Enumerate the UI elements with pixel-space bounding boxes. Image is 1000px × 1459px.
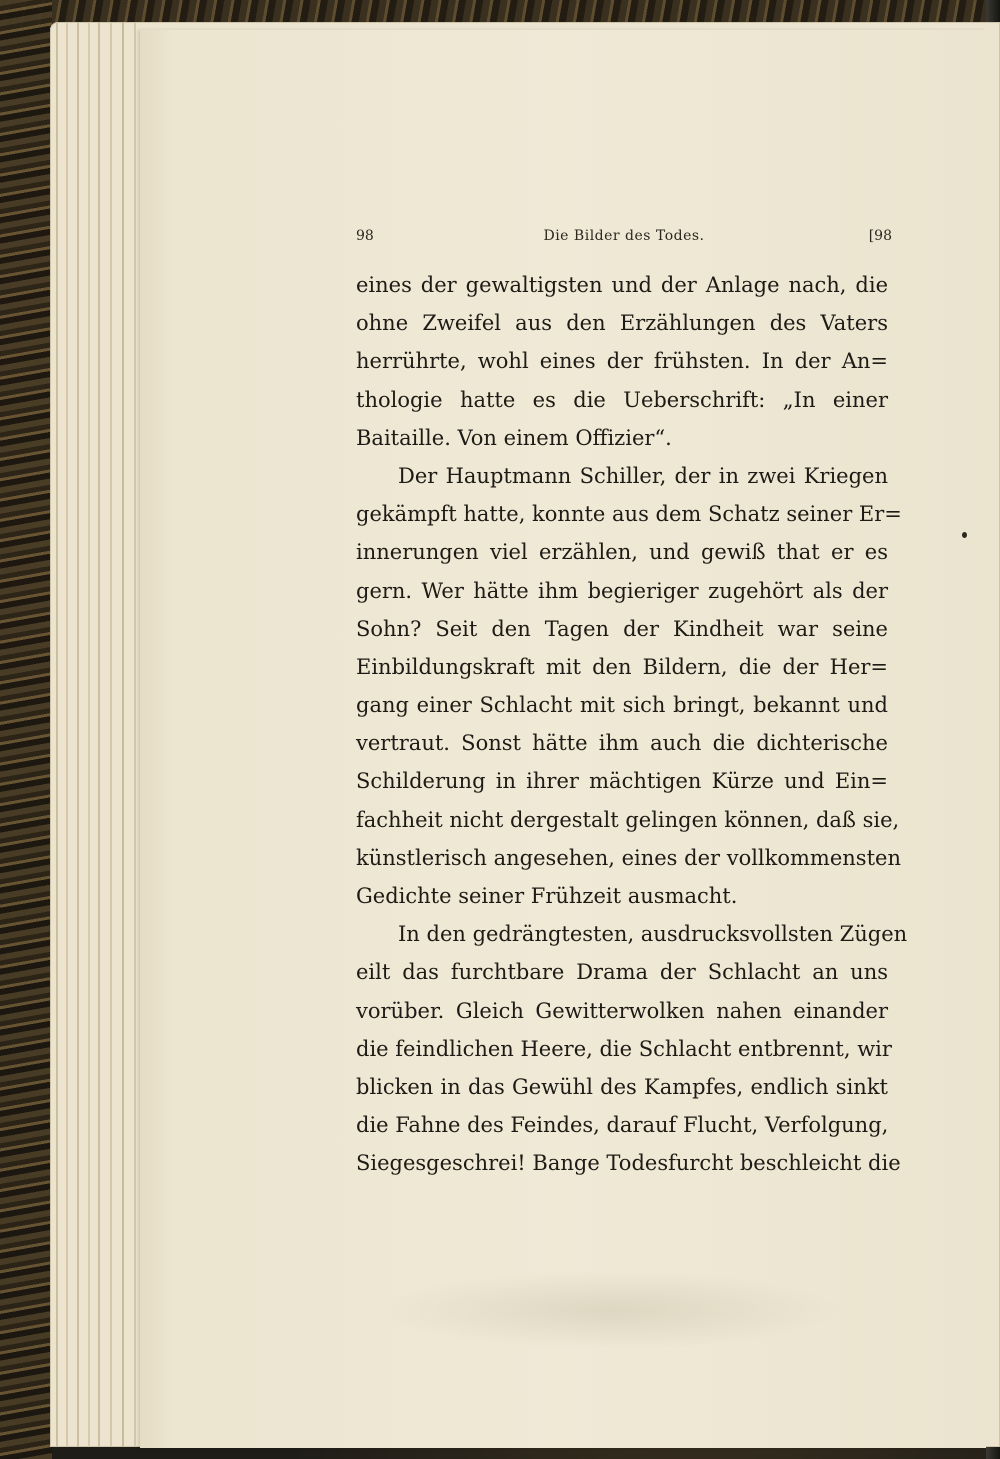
- running-head: [356, 228, 892, 248]
- page-edge: [110, 22, 112, 1447]
- paragraph-2: [356, 457, 902, 915]
- text-line: Der Hauptmann Schiller, der in zwei Kriegen: [398, 463, 888, 488]
- running-title: Die Bilder des Todes.: [543, 228, 705, 244]
- page-number-left: 98: [356, 228, 374, 244]
- text-line: die feindlichen Heere, die Schlacht entbrennt, wir: [356, 1036, 892, 1061]
- page-edge: [56, 22, 58, 1447]
- text-line: gang einer Schlacht mit sich bringt, bekannt und: [356, 693, 888, 718]
- paragraph-3: [356, 915, 908, 1182]
- ink-speck: [962, 532, 967, 538]
- text-line: eines der gewaltigsten und der Anlage nach, die: [356, 273, 888, 297]
- text-line: eilt das furchtbare Drama der Schlacht an uns: [356, 960, 888, 985]
- text-line: innerungen viel erzählen, und gewiß that er es: [356, 540, 888, 565]
- text-line: die Fahne des Feindes, darauf Flucht, Verfolgung,: [356, 1113, 889, 1138]
- page-number-right: [98: [868, 228, 892, 244]
- text-line: vorüber. Gleich Gewitterwolken nahen einander: [356, 998, 888, 1023]
- text-line: gekämpft hatte, konnte aus dem Schatz seiner Er=: [356, 502, 902, 527]
- text-line: blicken in das Gewühl des Kampfes, endlich sinkt: [356, 1074, 888, 1099]
- page-edge: [98, 22, 100, 1447]
- bleed-through-smudge: [380, 1270, 840, 1350]
- page-edge: [134, 22, 136, 1447]
- page-edge: [122, 22, 124, 1447]
- paragraph-1: [356, 266, 888, 457]
- book-cover-left: [0, 0, 52, 1459]
- text-line: Einbildungskraft mit den Bildern, die der Her=: [356, 654, 888, 679]
- text-line: Baitaille. Von einem Offizier“.: [356, 425, 672, 450]
- text-line: Gedichte seiner Frühzeit ausmacht.: [356, 884, 738, 908]
- text-line: Schilderung in ihrer mächtigen Kürze und Ein=: [356, 769, 888, 794]
- text-line: Siegesgeschrei! Bange Todesfurcht beschleicht die: [356, 1151, 901, 1176]
- page-edge: [66, 22, 68, 1447]
- text-line: fachheit nicht dergestalt gelingen können, daß sie,: [356, 807, 900, 832]
- text-line: künstlerisch angesehen, eines der vollkommensten: [356, 845, 901, 870]
- text-line: vertraut. Sonst hätte ihm auch die dichterische: [356, 731, 888, 756]
- text-line: thologie hatte es die Ueberschrift: „In einer: [356, 387, 888, 412]
- text-line: herrührte, wohl eines der frühsten. In der An=: [356, 349, 888, 374]
- text-line: ohne Zweifel aus den Erzählungen des Vaters: [356, 311, 888, 336]
- body-text: [356, 266, 908, 1183]
- text-line: Sohn? Seit den Tagen der Kindheit war seine: [356, 616, 888, 641]
- text-line: gern. Wer hätte ihm begieriger zugehört als der: [356, 578, 888, 603]
- text-line: In den gedrängtesten, ausdrucksvollsten Zügen: [398, 922, 908, 947]
- page-edge: [77, 22, 79, 1447]
- page-edge: [88, 22, 90, 1447]
